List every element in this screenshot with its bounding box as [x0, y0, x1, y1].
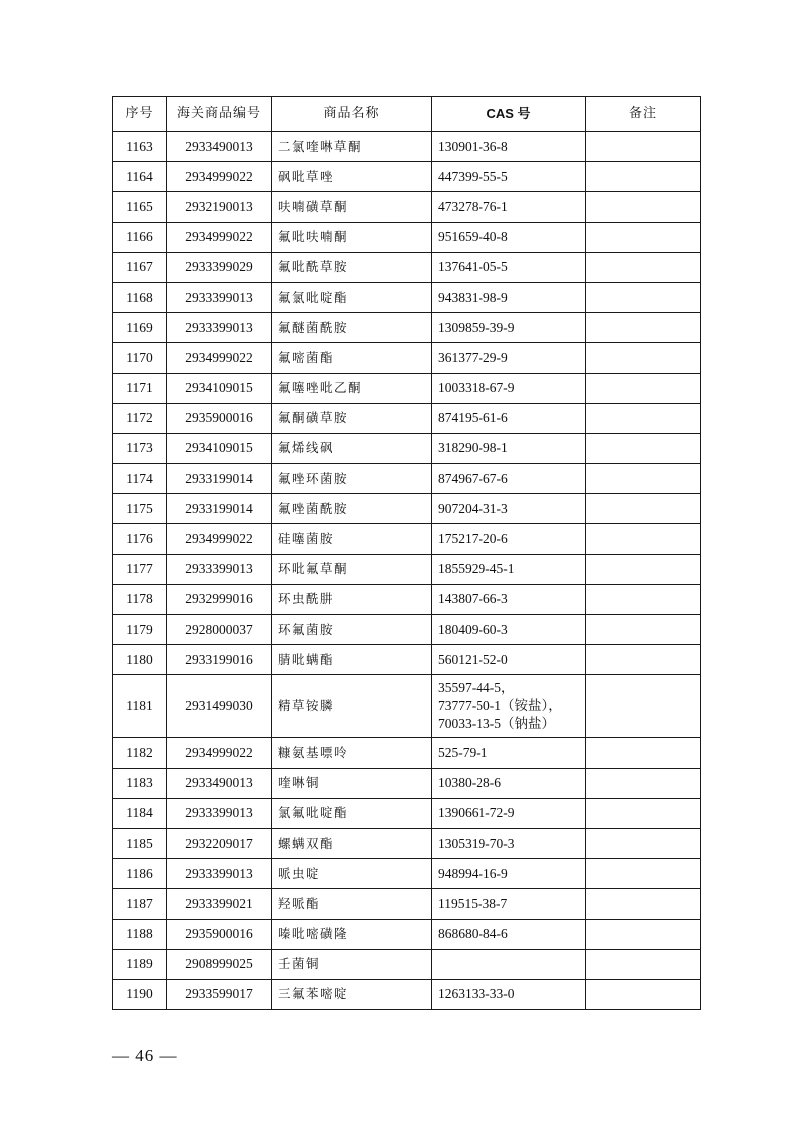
row-cas-number: [432, 554, 586, 584]
row-customs-code: 2933199014: [167, 494, 272, 524]
table-row: [113, 343, 701, 373]
row-seq: 1177: [113, 554, 167, 584]
row-seq: 1175: [113, 494, 167, 524]
row-seq: 1184: [113, 798, 167, 828]
row-product-name: 氟嘧菌酯: [272, 343, 432, 373]
table-body: [113, 132, 701, 1010]
row-cas-number: [432, 494, 586, 524]
row-seq: 1181: [113, 675, 167, 738]
cas-line: 560121-52-0: [438, 651, 508, 667]
row-customs-code: 2932190013: [167, 192, 272, 222]
row-seq: 1164: [113, 162, 167, 192]
row-remarks: [586, 373, 701, 403]
row-seq: 1168: [113, 282, 167, 312]
row-remarks: [586, 554, 701, 584]
row-cas-number: [432, 373, 586, 403]
row-cas-number: [432, 738, 586, 768]
row-customs-code: 2933399021: [167, 889, 272, 919]
table-header-row: [113, 97, 701, 132]
table-row: [113, 373, 701, 403]
row-seq: 1170: [113, 343, 167, 373]
row-remarks: [586, 645, 701, 675]
table-row: [113, 524, 701, 554]
row-customs-code: 2933399013: [167, 859, 272, 889]
row-customs-code: 2933399013: [167, 798, 272, 828]
row-remarks: [586, 615, 701, 645]
cas-line: 874195-61-6: [438, 410, 508, 426]
row-seq: 1189: [113, 949, 167, 979]
table-row: [113, 192, 701, 222]
row-remarks: [586, 584, 701, 614]
row-remarks: [586, 282, 701, 312]
header-cas-number: CAS 号: [432, 97, 586, 132]
row-customs-code: 2933399013: [167, 282, 272, 312]
row-product-name: 氟唑环菌胺: [272, 464, 432, 494]
table-row: [113, 979, 701, 1009]
cas-line: 1309859-39-9: [438, 319, 515, 335]
cas-line: 70033-13-5（钠盐）: [438, 716, 555, 732]
cas-line: 180409-60-3: [438, 621, 508, 637]
row-seq: 1173: [113, 433, 167, 463]
row-cas-number: [432, 798, 586, 828]
row-remarks: [586, 433, 701, 463]
header-remarks: 备注: [586, 97, 701, 132]
row-remarks: [586, 919, 701, 949]
cas-line: 943831-98-9: [438, 289, 508, 305]
row-cas-number: [432, 889, 586, 919]
row-customs-code: 2934109015: [167, 373, 272, 403]
cas-line: 73777-50-1（铵盐），: [438, 698, 562, 714]
row-product-name: 哌虫啶: [272, 859, 432, 889]
table-row: [113, 949, 701, 979]
row-cas-number: [432, 828, 586, 858]
row-cas-number: [432, 343, 586, 373]
row-cas-number: [432, 222, 586, 252]
cas-line: 1263133-33-0: [438, 986, 515, 1002]
row-remarks: [586, 222, 701, 252]
row-cas-number: [432, 949, 586, 979]
row-remarks: [586, 768, 701, 798]
row-cas-number: [432, 132, 586, 162]
row-seq: 1188: [113, 919, 167, 949]
row-product-name: 精草铵膦: [272, 675, 432, 738]
row-seq: 1174: [113, 464, 167, 494]
row-remarks: [586, 464, 701, 494]
row-remarks: [586, 979, 701, 1009]
row-seq: 1179: [113, 615, 167, 645]
row-seq: 1176: [113, 524, 167, 554]
row-cas-number: [432, 645, 586, 675]
row-seq: 1169: [113, 313, 167, 343]
table-row: [113, 828, 701, 858]
row-customs-code: 2933490013: [167, 768, 272, 798]
table-row: [113, 919, 701, 949]
cas-line: 473278-76-1: [438, 198, 508, 214]
row-remarks: [586, 132, 701, 162]
row-product-name: 氟吡酰草胺: [272, 252, 432, 282]
table-row: [113, 768, 701, 798]
row-cas-number: [432, 768, 586, 798]
row-product-name: 嗪吡嘧磺隆: [272, 919, 432, 949]
row-customs-code: 2931499030: [167, 675, 272, 738]
row-remarks: [586, 192, 701, 222]
row-product-name: 氟噻唑吡乙酮: [272, 373, 432, 403]
table-row: [113, 222, 701, 252]
table-row: [113, 738, 701, 768]
table-row: [113, 252, 701, 282]
row-cas-number: [432, 919, 586, 949]
table-row: [113, 403, 701, 433]
row-cas-number: [432, 859, 586, 889]
cas-line: 318290-98-1: [438, 440, 508, 456]
row-remarks: [586, 313, 701, 343]
row-customs-code: 2933399013: [167, 554, 272, 584]
cas-line: 1855929-45-1: [438, 561, 515, 577]
table-header: [113, 97, 701, 132]
row-seq: 1178: [113, 584, 167, 614]
row-seq: 1167: [113, 252, 167, 282]
row-cas-number: [432, 313, 586, 343]
row-remarks: [586, 162, 701, 192]
table-row: [113, 132, 701, 162]
row-customs-code: 2934999022: [167, 343, 272, 373]
cas-line: 907204-31-3: [438, 500, 508, 516]
row-customs-code: 2933199016: [167, 645, 272, 675]
row-remarks: [586, 828, 701, 858]
row-cas-number: [432, 675, 586, 738]
row-seq: 1166: [113, 222, 167, 252]
row-remarks: [586, 494, 701, 524]
cas-line: 948994-16-9: [438, 865, 508, 881]
row-product-name: 呋喃磺草酮: [272, 192, 432, 222]
row-seq: 1165: [113, 192, 167, 222]
header-seq: 序号: [113, 97, 167, 132]
table-row: [113, 675, 701, 738]
table-row: [113, 433, 701, 463]
cas-line: 35597-44-5，: [438, 680, 515, 696]
row-remarks: [586, 949, 701, 979]
row-product-name: 环吡氟草酮: [272, 554, 432, 584]
row-product-name: 羟哌酯: [272, 889, 432, 919]
row-customs-code: 2934999022: [167, 162, 272, 192]
cas-line: 1390661-72-9: [438, 805, 515, 821]
row-seq: 1187: [113, 889, 167, 919]
row-seq: 1180: [113, 645, 167, 675]
cas-line: 951659-40-8: [438, 229, 508, 245]
row-product-name: 三氟苯嘧啶: [272, 979, 432, 1009]
row-seq: 1185: [113, 828, 167, 858]
row-product-name: 喹啉铜: [272, 768, 432, 798]
cas-line: 361377-29-9: [438, 349, 508, 365]
table-row: [113, 798, 701, 828]
cas-line: 143807-66-3: [438, 591, 508, 607]
row-customs-code: 2934999022: [167, 222, 272, 252]
row-customs-code: 2935900016: [167, 403, 272, 433]
row-remarks: [586, 343, 701, 373]
cas-line: 130901-36-8: [438, 138, 508, 154]
row-product-name: 二氯喹啉草酮: [272, 132, 432, 162]
table-row: [113, 162, 701, 192]
row-seq: 1163: [113, 132, 167, 162]
row-customs-code: 2934999022: [167, 524, 272, 554]
table-row: [113, 645, 701, 675]
row-cas-number: [432, 252, 586, 282]
row-product-name: 硅噻菌胺: [272, 524, 432, 554]
row-customs-code: 2933199014: [167, 464, 272, 494]
row-product-name: 壬菌铜: [272, 949, 432, 979]
header-product-name: 商品名称: [272, 97, 432, 132]
header-customs-code: 海关商品编号: [167, 97, 272, 132]
row-seq: 1171: [113, 373, 167, 403]
row-product-name: 氟烯线砜: [272, 433, 432, 463]
row-seq: 1172: [113, 403, 167, 433]
row-remarks: [586, 859, 701, 889]
table-row: [113, 615, 701, 645]
row-cas-number: [432, 979, 586, 1009]
row-product-name: 氯氟吡啶酯: [272, 798, 432, 828]
row-cas-number: [432, 162, 586, 192]
table-row: [113, 494, 701, 524]
row-customs-code: 2933399013: [167, 313, 272, 343]
row-customs-code: 2908999025: [167, 949, 272, 979]
row-remarks: [586, 252, 701, 282]
table-row: [113, 313, 701, 343]
row-product-name: 环虫酰肼: [272, 584, 432, 614]
table-row: [113, 464, 701, 494]
row-product-name: 螺螨双酯: [272, 828, 432, 858]
row-cas-number: [432, 524, 586, 554]
cas-line: 1003318-67-9: [438, 380, 515, 396]
cas-line: 447399-55-5: [438, 168, 508, 184]
row-cas-number: [432, 433, 586, 463]
row-product-name: 腈吡螨酯: [272, 645, 432, 675]
row-remarks: [586, 889, 701, 919]
row-product-name: 氟吡呋喃酮: [272, 222, 432, 252]
cas-line: 874967-67-6: [438, 470, 508, 486]
row-remarks: [586, 675, 701, 738]
cas-line: 1305319-70-3: [438, 835, 515, 851]
cas-line: 10380-28-6: [438, 775, 501, 791]
row-customs-code: 2935900016: [167, 919, 272, 949]
table-row: [113, 859, 701, 889]
cas-line: 868680-84-6: [438, 926, 508, 942]
row-cas-number: [432, 464, 586, 494]
row-cas-number: [432, 282, 586, 312]
row-cas-number: [432, 192, 586, 222]
row-product-name: 氟唑菌酰胺: [272, 494, 432, 524]
row-customs-code: 2934999022: [167, 738, 272, 768]
row-seq: 1183: [113, 768, 167, 798]
row-remarks: [586, 798, 701, 828]
row-seq: 1182: [113, 738, 167, 768]
cas-line: 119515-38-7: [438, 895, 508, 911]
row-cas-number: [432, 584, 586, 614]
row-customs-code: 2933399029: [167, 252, 272, 282]
row-seq: 1190: [113, 979, 167, 1009]
row-customs-code: 2932209017: [167, 828, 272, 858]
cas-line: 175217-20-6: [438, 531, 508, 547]
row-remarks: [586, 403, 701, 433]
cas-line: 137641-05-5: [438, 259, 508, 275]
row-product-name: 环氟菌胺: [272, 615, 432, 645]
row-customs-code: 2933599017: [167, 979, 272, 1009]
table-row: [113, 584, 701, 614]
row-customs-code: 2928000037: [167, 615, 272, 645]
row-remarks: [586, 738, 701, 768]
row-seq: 1186: [113, 859, 167, 889]
row-customs-code: 2932999016: [167, 584, 272, 614]
page-number: — 46 —: [112, 1046, 178, 1065]
row-product-name: 氟氯吡啶酯: [272, 282, 432, 312]
row-product-name: 糠氨基嘌呤: [272, 738, 432, 768]
table-row: [113, 889, 701, 919]
row-product-name: 砜吡草唑: [272, 162, 432, 192]
row-remarks: [586, 524, 701, 554]
cas-line: 525-79-1: [438, 744, 488, 760]
table-row: [113, 554, 701, 584]
chemical-catalog-table: [112, 96, 701, 1010]
row-cas-number: [432, 615, 586, 645]
row-customs-code: 2933490013: [167, 132, 272, 162]
row-customs-code: 2934109015: [167, 433, 272, 463]
row-product-name: 氟醚菌酰胺: [272, 313, 432, 343]
row-product-name: 氟酮磺草胺: [272, 403, 432, 433]
table-row: [113, 282, 701, 312]
row-cas-number: [432, 403, 586, 433]
